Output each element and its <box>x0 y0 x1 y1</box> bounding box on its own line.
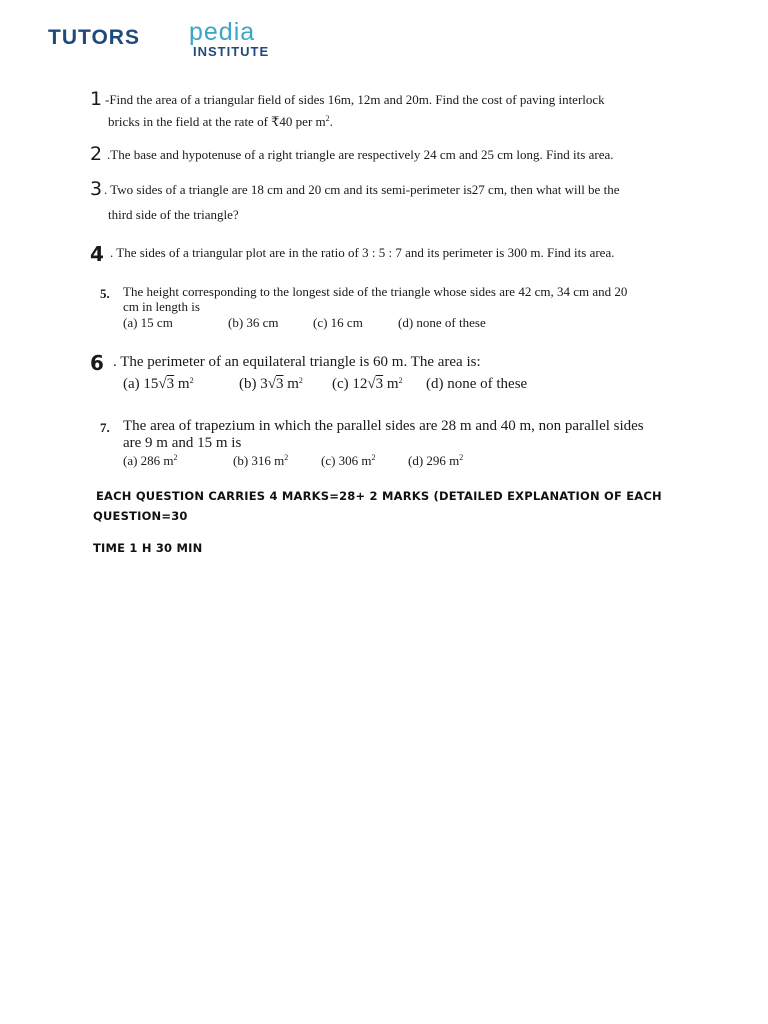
question-number: 2 <box>90 143 103 165</box>
question-text-line: The area of trapezium in which the parallel sides are 28 m and 40 m, non parallel sides <box>123 418 644 434</box>
question-text-line: are 9 m and 15 m is <box>123 435 242 451</box>
question-text-line: -Find the area of a triangular field of sides 16m, 12m and 20m. Find the cost of paving interlock <box>105 92 605 107</box>
option-c: (c) 12√3 $m^2$ <box>332 376 403 392</box>
option-b: (b) 316 $m^2$ <box>233 453 289 468</box>
option-b: (b) 3√3 $m^2$ <box>239 376 303 392</box>
question-text-line: . The sides of a triangular plot are in the ratio of 3 : 5 : 7 and its perimeter is 300 m. Find its area. <box>110 245 615 260</box>
question-number: 5. <box>100 286 110 301</box>
option-d: (d) 296 $m^2$ <box>408 453 464 468</box>
question-number: 7. <box>100 420 110 435</box>
logo-word-institute: INSTITUTE <box>193 44 270 59</box>
option-a: (a) 286 $m^2$ <box>123 453 178 468</box>
question-text-line: third side of the triangle? <box>108 207 239 222</box>
question-number: 4 <box>90 242 104 266</box>
option-c: (c) 306 $m^2$ <box>321 453 376 468</box>
question-text-line: . The perimeter of an equilateral triangle is 60 m. The area is: <box>113 354 481 370</box>
option-a: (a) 15 cm <box>123 315 173 330</box>
marks-note-line-2: QUESTION=30 <box>93 509 188 523</box>
logo-word-pedia: pedia <box>189 18 256 46</box>
question-text-line: bricks in the field at the rate of ₹40 per $m^2$. <box>108 114 333 129</box>
option-b: (b) 36 cm <box>228 315 279 330</box>
marks-note-line-1: EACH QUESTION CARRIES 4 MARKS=28+ 2 MARKS (DETAILED EXPLANATION OF EACH <box>96 489 662 503</box>
question-text-line: . Two sides of a triangle are 18 cm and 20 cm and its semi-perimeter is27 cm, then what will be the <box>104 182 620 197</box>
time-note: TIME 1 H 30 MIN <box>93 541 203 555</box>
question-number: 1 <box>90 88 103 110</box>
option-a: (a) 15√3 $m^2$ <box>123 376 194 392</box>
logo-word-tutors: TUTORS <box>48 26 140 49</box>
marks-note <box>93 486 693 526</box>
question-number: 6 <box>90 351 104 375</box>
institute-logo <box>48 18 308 64</box>
question-text-line: .The base and hypotenuse of a right triangle are respectively 24 cm and 25 cm long. Find its area. <box>107 147 614 162</box>
option-d: (d) none of these <box>426 376 528 392</box>
question-number: 3 <box>90 178 103 200</box>
question-text-line: cm in length is <box>123 299 200 314</box>
option-c: (c) 16 cm <box>313 315 363 330</box>
option-d: (d) none of these <box>398 315 486 330</box>
question-text-line: The height corresponding to the longest side of the triangle whose sides are 42 cm, 34 cm and 20 <box>123 284 628 299</box>
